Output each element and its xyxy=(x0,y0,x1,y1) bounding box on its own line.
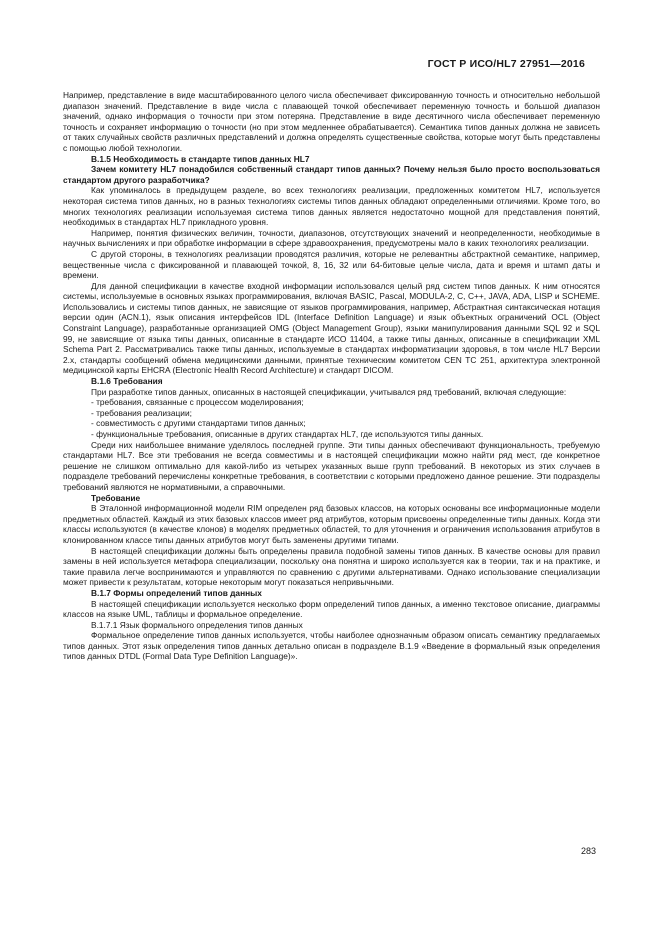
subsection-title: В.1.7.1 Язык формального определения типов данных xyxy=(91,619,303,630)
page-header: ГОСТ Р ИСО/HL7 27951—2016 xyxy=(427,58,585,70)
section-heading: В.1.7 Формы определений типов данных xyxy=(91,587,262,598)
paragraph: Например, понятия физических величин, точности, диапазонов, отсутствующих значений и неопределенности, необходимые в научных вычислениях и при обработке информации в сфере здравоохранения, предусмотрены мало в каких технологиях реализации. xyxy=(63,227,600,249)
document-body xyxy=(63,90,600,662)
paragraph: При разработке типов данных, описанных в настоящей спецификации, учитывался ряд требований, включая следующие: xyxy=(91,386,567,397)
question-heading: Зачем комитету HL7 понадобился собственный стандарт типов данных? Почему нельзя было просто воспользоваться стандартом другого разработчика? xyxy=(63,164,600,185)
paragraph: В настоящей спецификации используется несколько форм определений типов данных, а именно текстовое описание, диаграммы классов на языке UML, таблицы и формальное определение. xyxy=(63,598,600,620)
paragraph: Формальное определение типов данных используется, чтобы наиболее однозначным образом описать семантику предлагаемых типов данных. Этот язык определения типов данных детально описан в подразделе В.1.9 «Введение в формальный язык определения типов данных DTDL (Formal Data Type Definition Language)». xyxy=(63,630,600,662)
list-item: - совместимость с другими стандартами типов данных; xyxy=(91,418,306,429)
paragraph: Среди них наибольшее внимание уделялось последней группе. Эти типы данных обеспечивают функциональность, требуемую стандартами HL7. Все эти требования не всегда совместимы и в настоящей спецификации можно найти ряд мест, где конкретное решение не слишком оптимально для какой-либо из четырех указанных выше групп требований. В некоторых из этих случаев в подразделе требований перечислены конкретные требования, в соответствии с которыми предложено данное решение. Эти подразделы требований являются не нормативными, а справочными. xyxy=(63,439,600,492)
paragraph: В Эталонной информационной модели RIM определен ряд базовых классов, на которых основаны все информационные модели предметных областей. Каждый из этих базовых классов имеет ряд атрибутов, которым присвоены определенные типы данных. Когда эти классы используются (в качестве клонов) в моделях предметных областей, то для уточнения и ограничения использования атрибутов в клонированном классе типы данных атрибутов могут быть заменены другими типами. xyxy=(63,503,600,545)
list-item: - требования реализации; xyxy=(91,407,192,418)
list-item: - функциональные требования, описанные в других стандартах HL7, где используются типы данных. xyxy=(91,429,484,439)
section-heading: В.1.5 Необходимость в стандарте типов данных HL7 xyxy=(91,153,310,164)
paragraph: С другой стороны, в технологиях реализации проводятся различия, которые не релевантны абстрактной семантике, например, вещественные числа с фиксированной и плавающей точкой, 8, 16, 32 или 64-битовые целые числа, дата и время и штамп даты и времени. xyxy=(63,248,600,281)
paragraph: Для данной спецификации в качестве входной информации использовался целый ряд систем типов данных. К ним относятся системы, используемые в основных языках программирования, включая BASIC, Pascal, MODULA-2, C, C++, JAVA, ADA, LISP и SCHEME. Использовались и системы типов данных, не зависящие от языков программирования, например, Абстрактная синтаксическая нотация версии один (ACN.1), язык описания интерфейсов IDL (Interface Definition Language) и язык объектных ограничений OCL (Object Constraint Language), разработанные организацией OMG (Object Management Group), языки манипулирования данными SQL 92 и SQL 99, не зависящие от языка типы данных, описанные в стандарте ИСО 11404, а также типы данных, описанные в спецификации XML Schema Part 2. Рассматривались также типы данных, используемые в стандартах информатизации здоровья, в том числе HL7 Версии 2.x, стандарты сообщений обмена медицинскими данными, принятые техническим комитетом CEN TC 251, архитектура электронной медицинской карты EHCRA (Electronic Health Record Architecture) и стандарт DICOM. xyxy=(63,280,600,376)
section-heading: В.1.6 Требования xyxy=(91,376,163,387)
paragraph: Например, представление в виде масштабированного целого числа обеспечивает фиксированную точность и относительно небольшой диапазон значений. Представление в виде числа с плавающей точкой обеспечивает переменную точность и большой диапазон значений, однако информация о точности при этом потеряна. Представление в виде десятичного числа обеспечивает переменную точность и сохраняет информацию о точности (но при этом медленнее обрабатывается). Семантика типов данных должна не зависеть от таких случайных свойств различных представлений и должна определять существенные свойства, которые могут быть представлены с помощью любой технологии. xyxy=(63,90,600,153)
subheading: Требование xyxy=(91,492,141,503)
list-item: - требования, связанные с процессом моделирования; xyxy=(91,397,304,408)
page-number: 283 xyxy=(580,846,596,856)
paragraph: Как упоминалось в предыдущем разделе, во всех технологиях реализации, предложенных комитетом HL7, используется некоторая система типов данных, но в разных технологиях системы типов данных обладают определенными отличиями. Кроме того, во многих технологиях реализации используемая система типов данных является недостаточно мощной для представления понятий, необходимых в стандартах HL7 прикладного уровня. xyxy=(63,185,600,228)
paragraph: В настоящей спецификации должны быть определены правила подобной замены типов данных. В качестве основы для правил замены в ней используется метафора специализации, поскольку она понятна и широко используется как в теории, так и на практике, и такие правила легче воспринимаются и управляются по сравнению с другими альтернативами. Однако использование специализации может привести к результатам, которые некоторым могут показаться непривычными. xyxy=(63,545,600,588)
